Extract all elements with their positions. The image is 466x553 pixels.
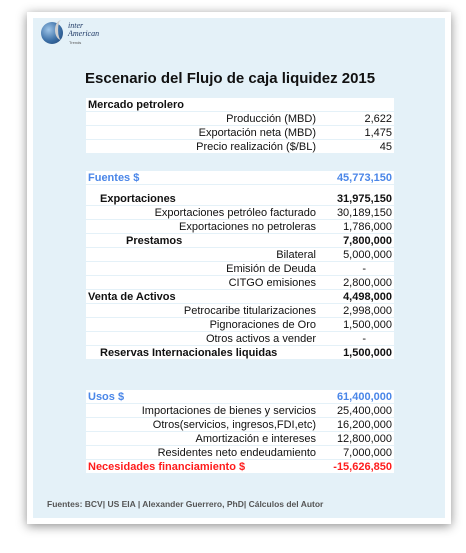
reservas-label: Reservas Internacionales liquidas xyxy=(100,347,278,359)
logo-line2: American xyxy=(68,29,100,38)
table-row xyxy=(86,112,394,126)
table-row xyxy=(86,276,394,290)
exportaciones-value: 31,975,150 xyxy=(336,193,392,205)
table-row xyxy=(86,220,394,234)
row-label: Importaciones de bienes y servicios xyxy=(141,405,316,417)
exportaciones-label: Exportaciones xyxy=(100,193,176,205)
row-value: - xyxy=(362,263,366,275)
row-label: Amortización e intereses xyxy=(195,433,316,445)
table-row xyxy=(86,248,394,262)
usos-label: Usos $ xyxy=(88,391,125,403)
row-label: Bilateral xyxy=(276,249,316,261)
table-row xyxy=(86,432,394,446)
logo-text xyxy=(68,22,99,38)
prestamos-row xyxy=(86,234,394,248)
row-value: - xyxy=(362,333,366,345)
row-value: 25,400,000 xyxy=(336,405,392,417)
slide-card xyxy=(27,12,451,524)
usos-total-row xyxy=(86,390,394,404)
usos-table xyxy=(86,390,394,474)
prestamos-value: 7,800,000 xyxy=(343,235,392,247)
table-row xyxy=(86,404,394,418)
row-label: Residentes neto endeudamiento xyxy=(157,447,316,459)
usos-value: 61,400,000 xyxy=(336,391,392,403)
reservas-value: 1,500,000 xyxy=(343,347,392,359)
row-value: 1,500,000 xyxy=(343,319,392,331)
activos-label: Venta de Activos xyxy=(88,291,176,303)
row-value: 2,998,000 xyxy=(343,305,392,317)
row-value: 2,800,000 xyxy=(343,277,392,289)
page-title: Escenario del Flujo de caja liquidez 2015 xyxy=(85,70,376,87)
necesidades-value: -15,626,850 xyxy=(333,461,392,473)
row-label: Otros(servicios, ingresos,FDI,etc) xyxy=(152,419,316,431)
row-label: Petrocaribe titularizaciones xyxy=(183,305,316,317)
row-value: 45 xyxy=(379,141,392,153)
table-row xyxy=(86,446,394,460)
row-label: CITGO emisiones xyxy=(228,277,316,289)
prestamos-label: Prestamos xyxy=(126,235,183,247)
row-label: Emisión de Deuda xyxy=(226,263,316,275)
row-value: 5,000,000 xyxy=(343,249,392,261)
row-label: Exportación neta (MBD) xyxy=(198,127,316,139)
sources-footer: Fuentes: BCV| US EIA | Alexander Guerrero, PhD| Cálculos del Autor xyxy=(47,499,324,509)
fuentes-value: 45,773,150 xyxy=(336,172,392,184)
table-row xyxy=(86,318,394,332)
row-label: Otros activos a vender xyxy=(205,333,316,345)
row-label: Exportaciones no petroleras xyxy=(179,221,316,233)
row-value: 1,475 xyxy=(364,127,392,139)
table-row xyxy=(86,418,394,432)
logo-line3: Trends xyxy=(69,40,82,45)
logo-line1: inter xyxy=(68,21,84,30)
fuentes-label: Fuentes $ xyxy=(88,172,140,184)
petroleo-table xyxy=(86,98,394,154)
row-value: 12,800,000 xyxy=(336,433,392,445)
petroleo-header xyxy=(86,98,394,112)
table-row xyxy=(86,304,394,318)
row-label: Exportaciones petróleo facturado xyxy=(154,207,316,219)
fuentes-total-row xyxy=(86,171,394,185)
swoosh-icon xyxy=(55,20,68,40)
row-value: 30,189,150 xyxy=(336,207,392,219)
row-value: 2,622 xyxy=(364,113,392,125)
necesidades-row xyxy=(86,460,394,474)
table-row xyxy=(86,140,394,154)
table-row xyxy=(86,206,394,220)
fuentes-table xyxy=(86,171,394,360)
necesidades-label: Necesidades financiamiento $ xyxy=(88,461,246,473)
table-row xyxy=(86,126,394,140)
table-row xyxy=(86,262,394,276)
petroleo-header-label: Mercado petrolero xyxy=(88,99,184,111)
exportaciones-row xyxy=(86,192,394,206)
reservas-row xyxy=(86,346,394,360)
activos-value: 4,498,000 xyxy=(343,291,392,303)
row-value: 7,000,000 xyxy=(343,447,392,459)
row-value: 1,786,000 xyxy=(343,221,392,233)
row-label: Producción (MBD) xyxy=(226,113,316,125)
row-label: Pignoraciones de Oro xyxy=(209,319,316,331)
row-label: Precio realización ($/BL) xyxy=(196,141,316,153)
activos-row xyxy=(86,290,394,304)
table-row xyxy=(86,332,394,346)
row-value: 16,200,000 xyxy=(336,419,392,431)
